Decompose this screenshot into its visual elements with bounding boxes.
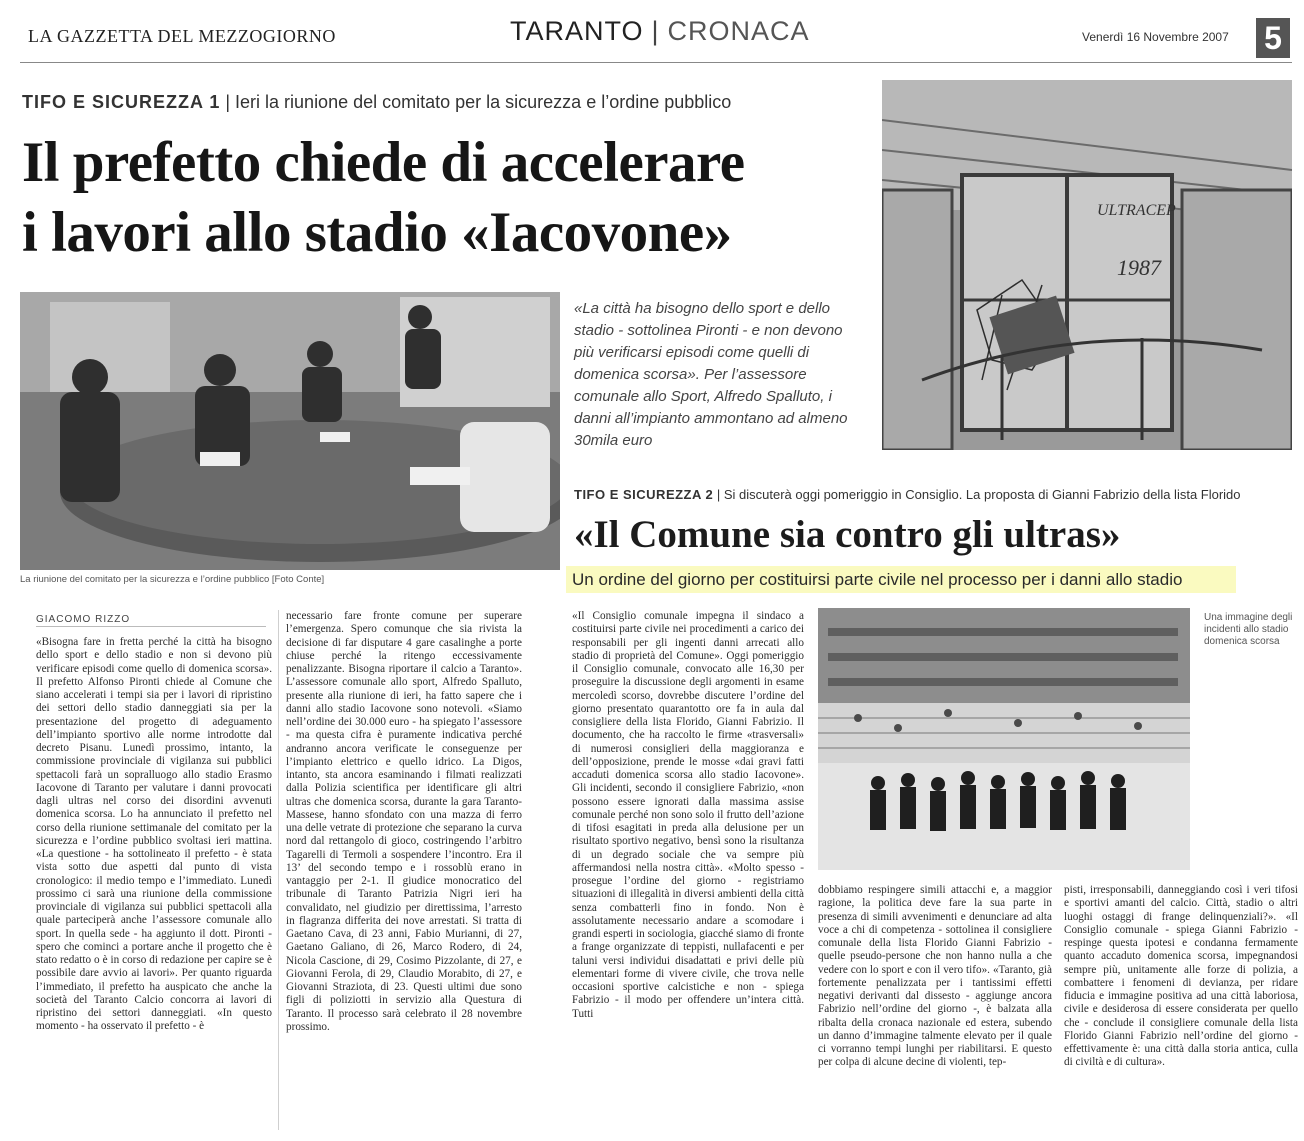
article2-kicker: TIFO E SICUREZZA 2 | Si discuterà oggi pomeriggio in Consiglio. La proposta di Gianni Fabrizio della lista Florido — [574, 487, 1241, 502]
headline-line2: i lavori allo stadio «Iacovone» — [22, 201, 732, 264]
graffiti-text: ULTRACEP — [1097, 202, 1176, 219]
article1-col2-text: necessario fare fronte comune per superare l’emergenza. Spero comunque che sia rivista la decisione di far disputare 4 gare casalinghe a porte chiuse perché la ritengo eccessivamente penalizzante. Bisogna riportare il calcio a Taranto». L’assessore comunale allo sport, Alfredo Spalluto, presente alla riunione di ieri, ha fatto sapere che i danni allo stadio Iacovone sono notevoli. «Siamo nell’ordine dei 30.000 euro - ha spiegato l’assessore - ma questa cifra è puramente indicativa perché andranno ancora verificate le conseguenze per l’impianto elettrico e quello idrico. La Digos, intanto, sta ancora esaminando i filmati realizzati dalla Polizia scientifica per identificare gli altri ultras che domenica scorsa, durante la gara Taranto-Massese, hanno sfondato con una mazza di ferro una delle vetrate di protezione che separano la curva nord dal rettangolo di gioco, costringendo l’arbitro Tagarelli di Termoli a sospendere l’incontro. Era il 13’ del secondo tempo e i rossoblù erano in vantaggio per 2-1. Il giudice monocratico del tribunale di Taranto Patrizia Nigri ieri ha convalidato, nel giudizio per direttissima, l’arresto in flagranza differita dei nove arrestati. Si tratta di Gaetano Cava, di 23 anni, Fabio Murianni, di 27, Gaetano Galiano, di 26, Marco Rodero, di 24, Nicola Cascione, di 29, Cosimo Pizzolante, di 27, e Giovanni Ferola, di 29, Claudio Morabito, di 27, e Giovanni Straziota, di 23. Questi ultimi due sono figli di poliziotti in servizio alla Questura di Taranto. Il processo sarà celebrato il 28 novembre prossimo. — [286, 610, 522, 1033]
riot-illustration — [818, 608, 1190, 870]
article1-column-2 — [286, 610, 522, 1130]
subsection-name: CRONACA — [667, 16, 810, 46]
section-title: TARANTO | CRONACA — [510, 16, 810, 46]
article2-kicker-text: Si discuterà oggi pomeriggio in Consiglio. La proposta di Gianni Fabrizio della lista Florido — [723, 487, 1241, 502]
article2-subhead: Un ordine del giorno per costituirsi parte civile nel processo per i danni allo stadio — [566, 566, 1236, 593]
riot-photo — [818, 608, 1190, 870]
meeting-illustration — [20, 292, 560, 570]
byline-rule — [36, 626, 266, 627]
meeting-photo-caption: La riunione del comitato per la sicurezza e l’ordine pubblico [Foto Conte] — [20, 574, 325, 585]
masthead: LA GAZZETTA DEL MEZZOGIORNO — [28, 26, 336, 46]
riot-photo-caption: Una immagine degli incidenti allo stadio domenica scorsa — [1204, 612, 1293, 647]
article1-kicker-label: TIFO E SICUREZZA 1 — [22, 92, 221, 112]
article1-kicker-text: Ieri la riunione del comitato per la sicurezza e l’ordine pubblico — [235, 92, 732, 112]
article1-kicker: TIFO E SICUREZZA 1 | Ieri la riunione del comitato per la sicurezza e l’ordine pubblico — [22, 92, 732, 112]
meeting-photo — [20, 292, 560, 570]
article2-kicker-label: TIFO E SICUREZZA 2 — [574, 487, 714, 502]
section-name: TARANTO — [510, 16, 644, 46]
headline-line1: Il prefetto chiede di accelerare — [22, 131, 745, 194]
stadium-glass-photo — [882, 80, 1292, 450]
article2-col3-text: pisti, irresponsabili, danneggiando così i veri tifosi e sportivi amanti del calcio. Città, stadio o altri luoghi ostaggi di frange delinquenziali?». «Il Consiglio comunale - spiega Gianni Fabrizio - respinge questa ipotesi e condanna fermamente quanto accaduto domenica scorsa, impegnandosi sempre più, unitamente alle forze di polizia, a combattere i fenomeni di devianza, per ridare fiducia e immagine positiva ad una città laboriosa, civile e desiderosa di essere considerata per quello che - conclude il consigliere comunale della lista Florido Gianni Fabrizio nell’ordine del giorno - effettivamente è: una città dalla storia antica, culla di civiltà e di cultura». — [1064, 884, 1298, 1069]
article2-col2-text: dobbiamo respingere simili attacchi e, a maggior ragione, la politica deve fare la sua parte in presenza di simili avvenimenti e denunciare ad alta voce a chi di competenza - sottolinea il consigliere comunale della lista Florido Gianni Fabrizio - quelle pseudo-persone che non hanno nulla a che vedere con lo sport e con il vero tifo». «Taranto, già fortemente penalizzata per i tantissimi effetti negativi derivanti dal dissesto - aggiunge ancora Fabrizio nell’ordine del giorno -, è balzata alla ribalta della cronaca nazionale ed estera, subendo un danno d’immagine talmente elevato per il quale ci vorranno tempi lunghi per riabilitarsi. E questo per colpa di alcune decine di violenti, tep- — [818, 884, 1052, 1069]
column-divider — [278, 610, 279, 1130]
page-number: 5 — [1256, 18, 1290, 58]
article1-column-1 — [36, 636, 272, 1126]
article1-col1-text: «Bisogna fare in fretta perché la città ha bisogno dello sport e dello stadio e non si devono più verificare episodi come quello di domenica scorsa». Il prefetto Alfonso Pironti chiede al Comune che siano accelerati i tempi sia per i lavori di ripristino dei settori dello stadio danneggiati sia per la presentazione del progetto di adeguamento dell’impianto sportivo alle norme introdotte dal decreto Pisanu. Lunedì prossimo, intanto, la commissione provinciale di vigilanza sui pubblici spettacoli farà un sopralluogo allo stadio Erasmo Iacovone di Taranto per valutare i danni provocati dagli ultras nel corso dei disordini avvenuti domenica scorsa. Lo ha annunciato il prefetto nel corso della riunione settimanale del comitato per la sicurezza e l’ordine pubblico svoltasi ieri mattina. «La questione - ha sottolineato il prefetto - è stata vista sotto due aspetti dal punto di vista cronologico: il medio tempo e l’immediato. Lunedì prossimo ci sarà una riunione della commissione provinciale di vigilanza sui pubblici spettacoli alla quale parteciperà anche l’assessore comunale allo sport. In quella sede - ha aggiunto il dott. Pironti - spero che cominci a portare anche il progetto che è stato redatto o è in corso di redazione per capire se è possibile dare avvio ai lavori». Per quanto riguarda l’immediato, il prefetto ha auspicato che anche la società del Taranto Calcio concorra ai lavori di ripristino dei settori danneggiati. «In questo momento - ha osservato il prefetto - è — [36, 636, 272, 1033]
dateline: Venerdì 16 Novembre 2007 — [1082, 30, 1229, 44]
pullquote: «La città ha bisogno dello sport e dello stadio - sottolinea Pironti - e non devono più verificarsi episodi come quelli di domenica scorsa». Per l’assessore comunale allo Sport, Alfredo Spalluto, i danni all’impianto ammontano ad almeno 30mila euro — [574, 300, 848, 449]
article2-headline: «Il Comune sia contro gli ultras» — [574, 513, 1121, 556]
stadium-glass-illustration — [882, 80, 1292, 450]
article2-column-2 — [818, 884, 1052, 1134]
svg-text:1987: 1987 — [1117, 255, 1161, 280]
article2-col1-text: «Il Consiglio comunale impegna il sindaco a costituirsi parte civile nei procedimenti a carico dei responsabili per gli ingenti danni arrecati allo stadio di proprietà del Comune». Oggi pomeriggio il Consiglio comunale, convocato alle 16,30 per proseguire la discussione degli argomenti in esame mercoledì scorso, dovrebbe discutere l’ordine del giorno presentato quarantotto ore fa in aula dal consigliere della lista Florido, Gianni Fabrizio. Il documento, che ha raccolto le firme «trasversali» di numerosi consiglieri della maggioranza e dell’opposizione, prende le mosse «dai gravi fatti accaduti domenica scorsa allo stadio Iacovone». Gli incidenti, secondo il consigliere Fabrizio, «non possono essere ignorati dalla massima assise comunale perché non sono solo il frutto dell’azione di tifosi esagitati in preda alla delusione per un risultato sportivo negativo, bensì sono la risultanza di un degrado sociale che va sempre più affermandosi nella nostra città». «Molto spesso - prosegue l’ordine del giorno - registriamo situazioni di illegalità in diversi ambienti della città senza combatterli fino in fondo. Non è assolutamente necessario andare a scomodare i grandi esperti in sociologia, giacché siamo di fronte a frange organizzate di teppisti, nullafacenti e per taluni versi individui disadattati e privi delle più elementari forme di vivere civile, che trova nelle occasioni sportive calcistiche e non - spiega Fabrizio - il modo per offendere un’intera città. Tutti — [572, 610, 804, 1020]
article1-headline — [22, 128, 745, 268]
header-rule — [20, 62, 1292, 63]
byline: GIACOMO RIZZO — [36, 614, 131, 625]
article2-column-3 — [1064, 884, 1298, 1134]
article2-column-1 — [572, 610, 804, 1130]
